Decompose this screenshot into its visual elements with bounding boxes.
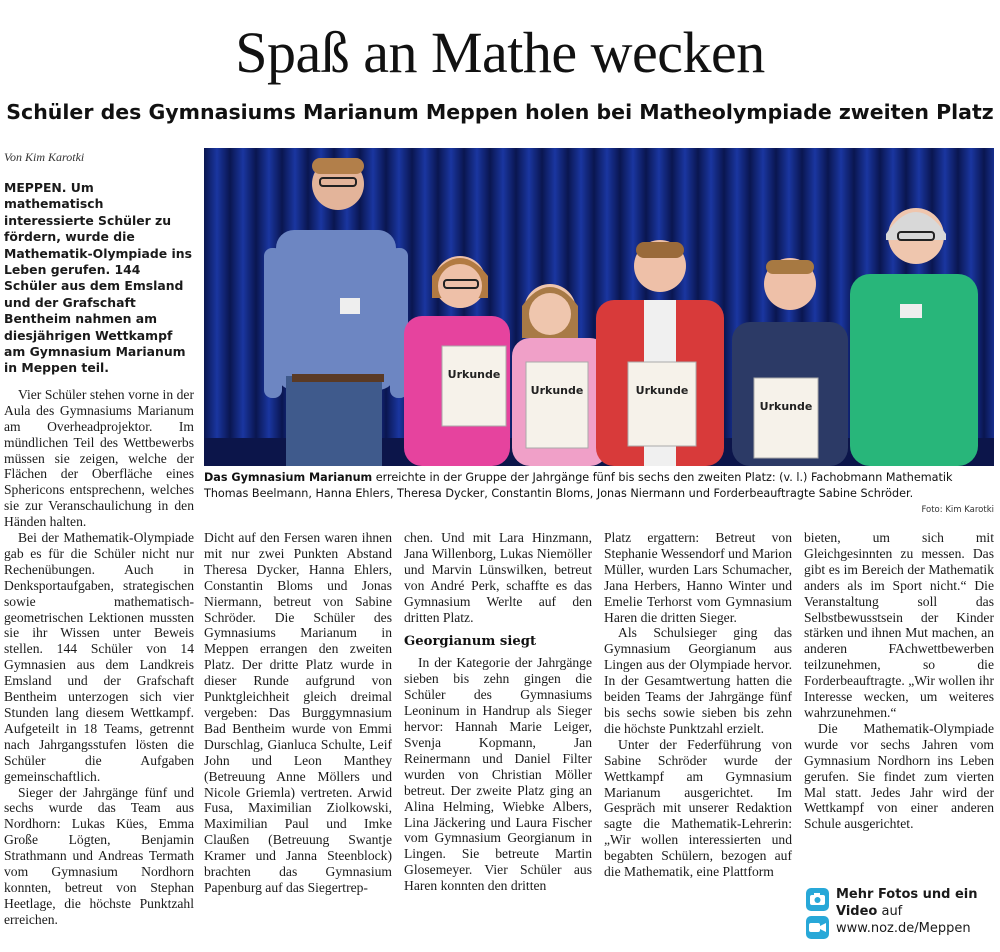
paragraph: chen. Und mit Lara Hinzmann, Jana Willenborg, Lukas Niemöller und Marvin Lünswilken, betreut von André Perk, schaffte es das Gymnasium Werlte auf den dritten Platz. <box>404 530 592 625</box>
byline: Von Kim Karotki <box>4 150 85 164</box>
headline: Spaß an Mathe wecken <box>235 20 765 85</box>
paragraph: Unter der Federführung von Sabine Schröder wurde der Wettkampf am Gymnasium Marianum ausgerichtet. Im Gespräch mit unserer Redaktion sagte die Mathematik-Lehrerin: „Wir wollen interessierten und begabten Schülern, bezogen auf die Mathematik, eine Plattform <box>604 736 792 880</box>
paragraph: In der Kategorie der Jahrgänge sieben bis zehn gingen die Schüler des Gymnasiums Leoninum in Handrup als Sieger hervor: Hannah Marie Leiger, Svenja Kopmann, Jan Reinermann und Daniel Filter wurden von Christian Möller betreut. Der zweite Platz ging an Alina Helming, Wiebke Albers, Lina Jäckering und Laura Fischer vom Gymnasium Georgianum in Lingen. Sie betreute Martin Glosemeyer. Vier Schüler aus Haren konnten den dritten <box>404 655 592 894</box>
article-lead: MEPPEN. Um mathematisch interessierte Schüler zu fördern, wurde die Mathematik-Olympiade ins Leben gerufen. 144 Schüler aus dem Emsland und der Grafschaft Bentheim nahmen am diesjährigen Wettkampf am Gymnasium Marianum in Meppen teil. <box>4 180 192 376</box>
subheadline: Schüler des Gymnasiums Marianum Meppen holen bei Matheolympiade zweiten Platz <box>6 100 994 124</box>
column-5 <box>804 530 994 832</box>
paragraph: Die Mathematik-Olympiade wurde vor sechs Jahren vom Gymnasium Nordhorn ins Leben gerufen. Sie findet zum vierten Mal statt. Jedes Jahr wird der Wettkampf von einer anderen Schule ausgerichtet. <box>804 720 994 832</box>
more-photos-promo[interactable] <box>804 886 998 942</box>
promo-line-2: auf <box>877 904 903 919</box>
certificate-label-1: Urkunde <box>447 368 501 381</box>
paragraph: Dicht auf den Fersen waren ihnen mit nur zwei Punkten Abstand Theresa Dycker, Hanna Ehlers, Constantin Bloms und Jonas Niermann, betreut von Sabine Schröder. Die Schüler des Gymnasiums Marianum in Meppen errangen den zweiten Platz. Der dritte Platz wurde in dieser Runde aufgrund von Punktgleichheit gleich dreimal vergeben: Das Burggymnasium Bad Bentheim wurde von Emmi Durschlag, Gianluca Schulte, Leif John und Leon Manthey (Betreuung Anne Möllers und Nicole Griemla) vertreten. Arwid Fusa, Maximilian Ziolkowski, Maximilian Paul und Imke Claußen (Betreuung Swantje Kramer und Janna Steenblock) brachten das Gymnasium Papenburg auf das Siegertrep- <box>204 530 392 895</box>
camera-icon <box>806 888 829 911</box>
promo-video-label: Video <box>836 904 878 919</box>
column-2 <box>204 530 392 896</box>
column-1 <box>4 180 194 928</box>
group-photo <box>204 148 994 466</box>
caption-lead: Das Gymnasium Marianum <box>204 471 373 484</box>
certificate-label-2: Urkunde <box>530 384 584 397</box>
paragraph: Als Schulsieger ging das Gymnasium Georgianum aus Lingen aus der Olympiade hervor. In der Gesamtwertung hatten die beiden Teams der Jahrgänge fünf bis sechs sowie sieben bis zehn die höchste Punktzahl erzielt. <box>604 625 792 736</box>
caption-text: erreichte in der Gruppe der Jahrgänge fünf bis sechs den zweiten Platz: (v. l.) Fachobmann Mathematik Thomas Beelmann, Hanna Ehlers, Theresa Dycker, Constantin Bloms, Jonas Niermann und Forderbeauftragte Sabine Schröder. <box>204 471 953 500</box>
paragraph: Vier Schüler stehen vorne in der Aula des Gymnasiums Marianum am Overheadprojektor. Im mündlichen Teil des Wettbewerbs müssen sie zeigen, welche der Flächen der Oberfläche eines Sphericons entsprechenn, welches sie zur Veranschaulichung in den Händen halten. <box>4 386 194 530</box>
paragraph: Bei der Mathematik-Olympiade gab es für die Schüler nicht nur Rechenübungen. Auch in Denksportaufgaben, strategischen sowie mathematisch-geometrischen Lektionen mussten sie ihr Wissen unter Beweis stellen. 144 Schüler von 14 Gymnasien aus dem Landkreis Emsland und der Grafschaft Bentheim unterzogen sich vier Stunden lang diesem Wettkampf. Aufgeteilt in 18 Teams, getrennt nach Jahrgangsstufen lösten die Schüler die Aufgaben gemeinschaftlich. <box>4 530 194 784</box>
certificate-label-3: Urkunde <box>635 384 689 397</box>
promo-url-link[interactable]: www.noz.de/Meppen <box>836 921 971 936</box>
video-camera-icon <box>806 916 829 939</box>
photo-caption <box>204 470 996 502</box>
certificate-label-4: Urkunde <box>759 400 813 413</box>
paragraph: bieten, um sich mit Gleichgesinnten zu messen. Das gibt es im Bereich der Mathematik anders als im Sport nicht.“ Die Veranstaltung soll das Selbstbewusstsein der Kinder stärken und ihnen Mut machen, an anderen FAchwettbewerben teilzunehmen, so die Forderbeauftragte. „Wir wollen ihr Interesse wecken, um weiteres wahrzunehmen.“ <box>804 530 994 720</box>
section-heading: Georgianum siegt <box>404 634 537 650</box>
photo-credit: Foto: Kim Karotki <box>921 505 994 515</box>
column-3 <box>404 530 592 894</box>
paragraph: Platz ergattern: Betreut von Stephanie Wessendorf und Marion Müller, wurden Lars Schumacher, Jana Herbers, Hanno Winter und Emelie Terhorst vom Gymnasium Haren die dritten Sieger. <box>604 530 792 625</box>
paragraph: Sieger der Jahrgänge fünf und sechs wurde das Team aus Nordhorn: Lukas Kües, Emma Große Lögten, Benjamin Strathmann und Andreas Termath vom Gymnasium Nordhorn konnten, betreut von Stephan Heetlage, die höchste Punktzahl erreichen. <box>4 784 194 927</box>
column-4 <box>604 530 792 880</box>
promo-line-1: Mehr Fotos und ein <box>836 887 978 902</box>
